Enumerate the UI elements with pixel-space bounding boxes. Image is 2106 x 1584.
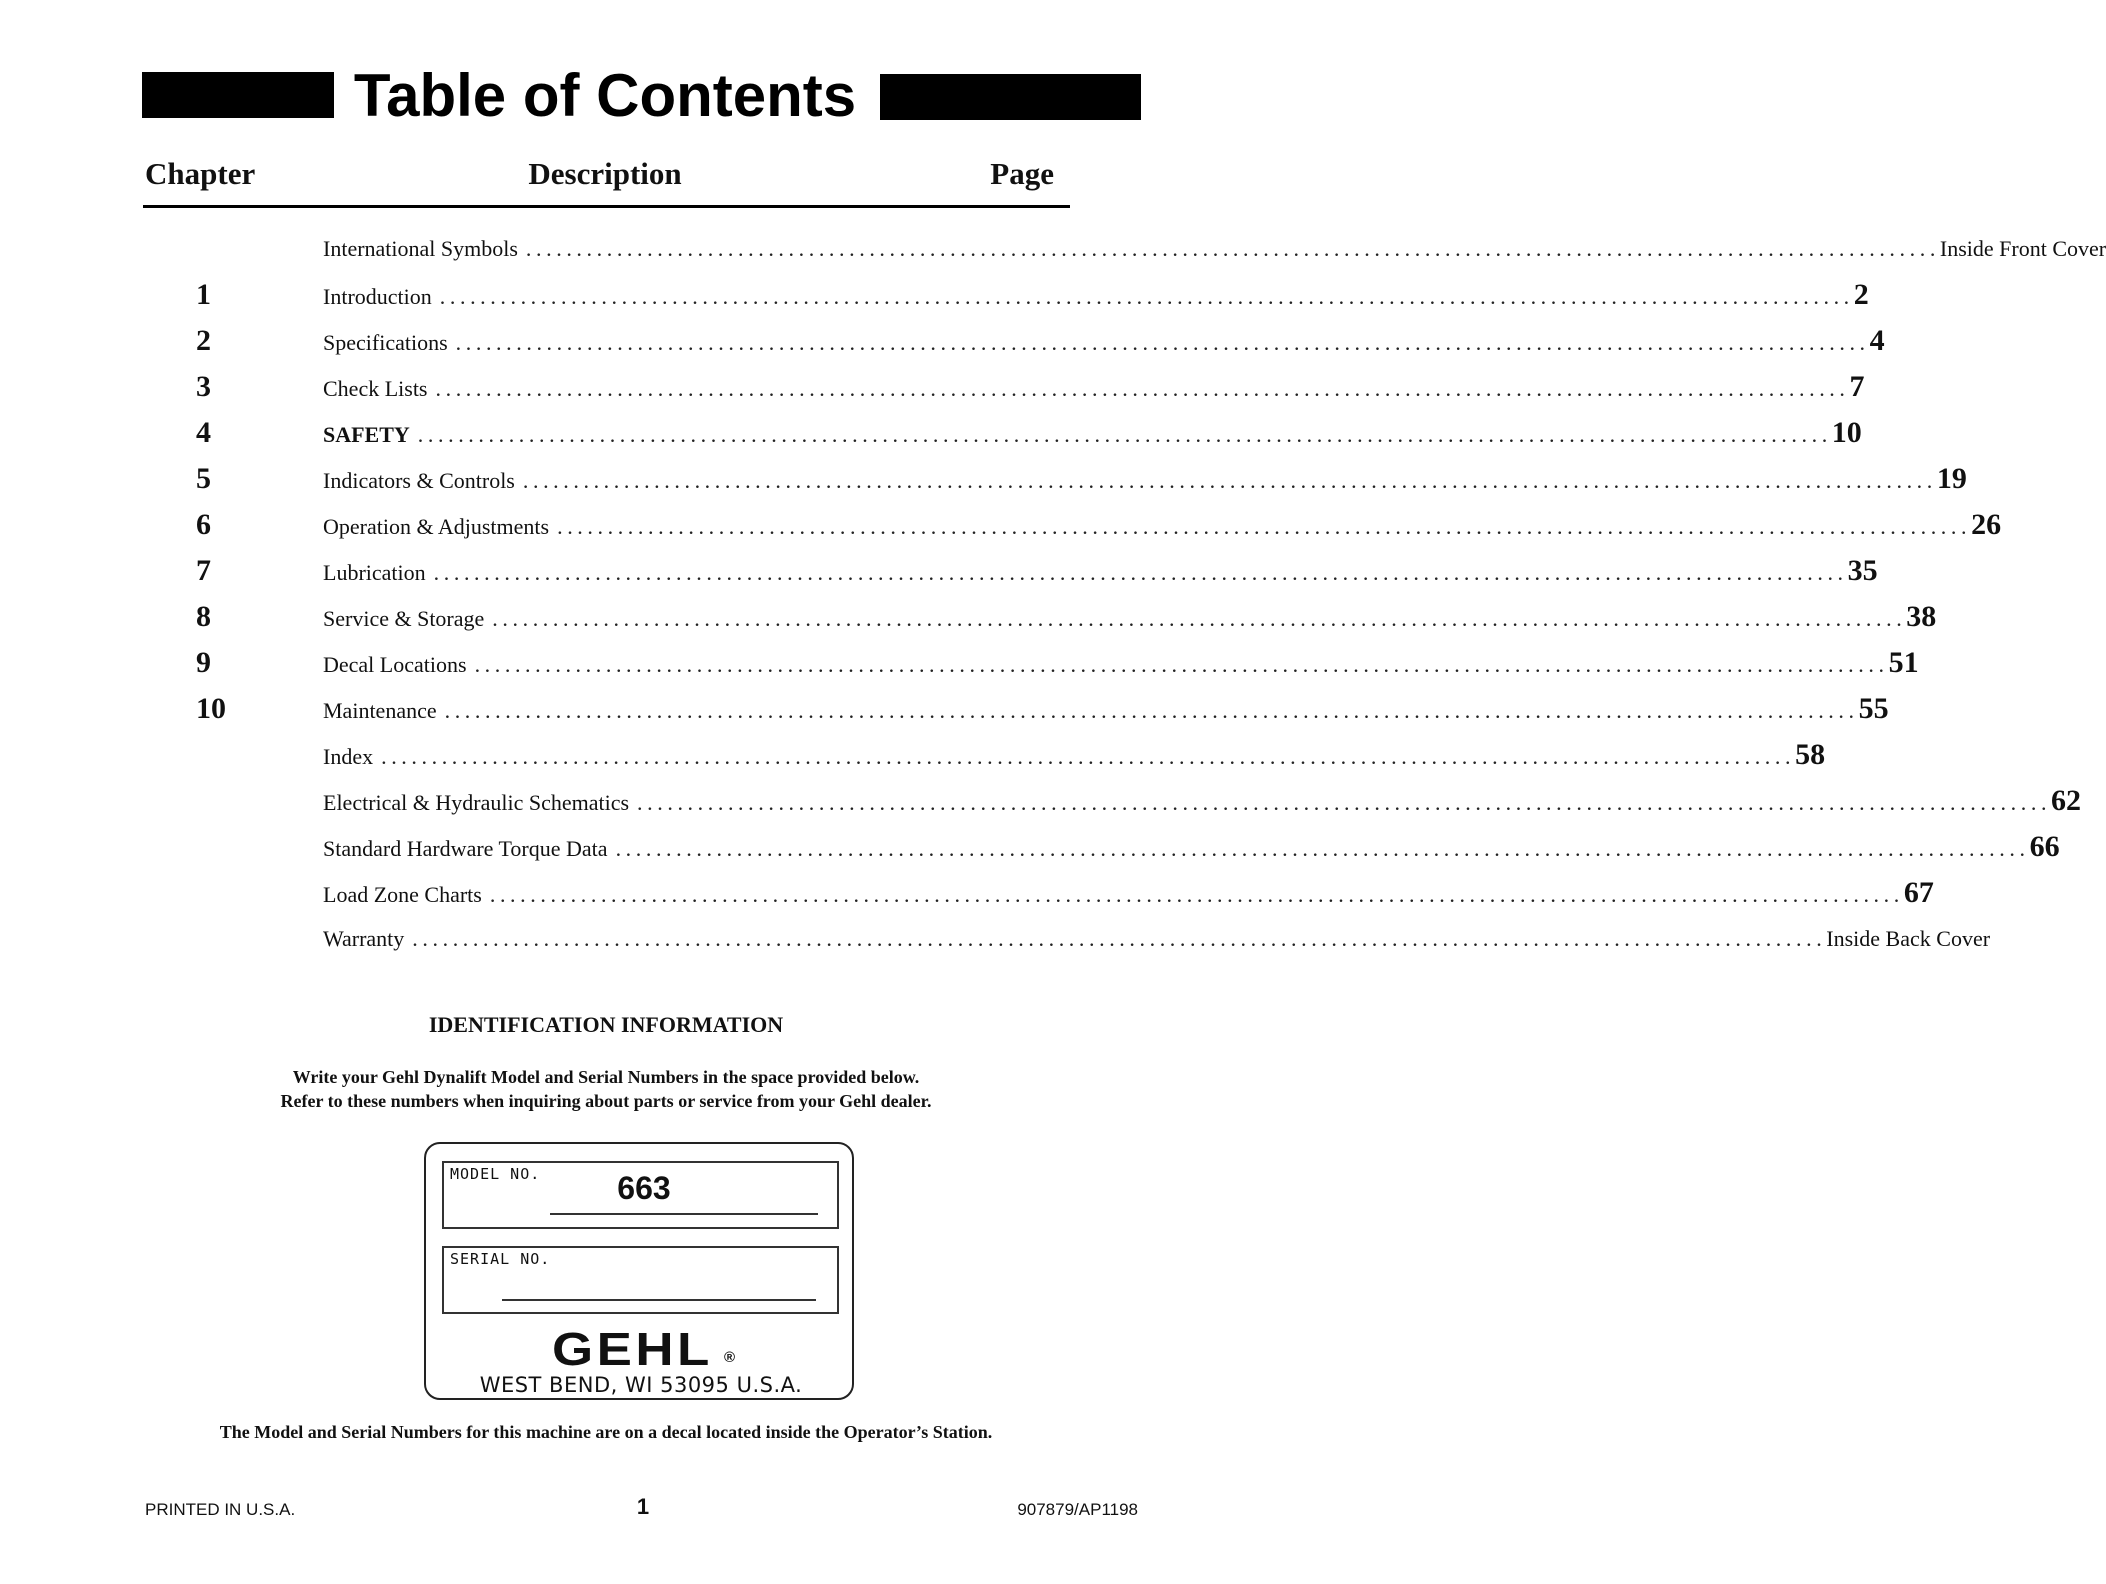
toc-row	[0, 870, 1934, 916]
toc-title: Load Zone Charts	[323, 882, 482, 907]
model-number-label: MODEL NO.	[450, 1165, 541, 1183]
toc-leader-dots: ............................................................................................................................................	[525, 236, 1940, 261]
toc-chapter-number: 2	[196, 324, 211, 357]
toc-leader-dots: ............................................................................................................................................	[615, 836, 2030, 861]
title-bar-left	[142, 72, 334, 118]
title-bar-right	[880, 74, 1141, 120]
toc-entry	[323, 226, 2106, 272]
toc-row	[0, 778, 2082, 824]
toc-row	[0, 226, 2106, 272]
description-column-header: Description	[528, 156, 682, 191]
toc-entry	[323, 778, 2082, 824]
toc-entry	[323, 548, 1878, 594]
toc-page-number: Inside Front Cover	[1939, 236, 2106, 261]
toc-chapter-number: 1	[196, 278, 211, 311]
toc-leader-dots: ............................................................................................................................................	[557, 514, 1972, 539]
toc-leader-dots: ............................................................................................................................................	[435, 376, 1850, 401]
toc-leader-dots: ............................................................................................................................................	[637, 790, 2052, 815]
toc-page-number: 38	[1906, 600, 1937, 633]
page-title: Table of Contents	[353, 62, 857, 129]
toc-entry	[323, 594, 1937, 640]
toc-row	[0, 502, 2002, 548]
header-rule	[143, 205, 1070, 208]
footer-document-code: 907879/AP1198	[1017, 1500, 1138, 1519]
toc-page-number: 35	[1847, 554, 1878, 587]
serial-number-label: SERIAL NO.	[450, 1250, 551, 1268]
toc-row	[0, 732, 1826, 778]
page-column-header: Page	[990, 156, 1054, 191]
identification-instruction-2: Refer to these numbers when inquiring about parts or service from your Gehl dealer.	[280, 1091, 932, 1111]
registered-mark: ®	[724, 1349, 736, 1366]
toc-row	[0, 548, 1878, 594]
toc-page-number: 26	[1971, 508, 2002, 541]
toc-leader-dots: ............................................................................................................................................	[412, 926, 1827, 951]
toc-title: Lubrication	[323, 560, 426, 585]
toc-page-number: 51	[1888, 646, 1919, 679]
decal-location-note: The Model and Serial Numbers for this machine are on a decal located inside the Operator’s Station.	[219, 1422, 993, 1442]
toc-entry	[323, 916, 1991, 962]
toc-row	[0, 410, 1862, 456]
toc-title: Introduction	[323, 284, 432, 309]
toc-row	[0, 594, 1937, 640]
toc-entry	[323, 456, 1967, 502]
chapter-column-header: Chapter	[145, 156, 256, 191]
toc-chapter-number: 9	[196, 646, 211, 679]
toc-title: Indicators & Controls	[323, 468, 515, 493]
toc-title: International Symbols	[323, 236, 518, 261]
toc-leader-dots: ............................................................................................................................................	[492, 606, 1907, 631]
gehl-logo: GEHL	[552, 1323, 713, 1375]
toc-title: Index	[323, 744, 374, 769]
toc-entry	[323, 272, 1869, 318]
toc-chapter-number: 4	[196, 416, 211, 449]
identification-heading: IDENTIFICATION INFORMATION	[428, 1012, 784, 1037]
toc-leader-dots: ............................................................................................................................................	[417, 422, 1832, 447]
toc-row	[0, 364, 1865, 410]
toc-page-number: 4	[1869, 324, 1885, 357]
plate-address: WEST BEND, WI 53095 U.S.A.	[479, 1373, 803, 1397]
toc-title: Standard Hardware Torque Data	[323, 836, 608, 861]
toc-chapter-number: 3	[196, 370, 211, 403]
footer-page-number: 1	[636, 1494, 650, 1519]
serial-plate	[424, 1142, 854, 1400]
toc-row	[0, 272, 1869, 318]
toc-title: Warranty	[323, 926, 405, 951]
toc-row	[0, 916, 1991, 962]
toc-title: Electrical & Hydraulic Schematics	[323, 790, 630, 815]
toc-chapter-number: 8	[196, 600, 211, 633]
toc-leader-dots: ............................................................................................................................................	[439, 284, 1854, 309]
toc-page-number: 7	[1849, 370, 1865, 403]
toc-leader-dots: ............................................................................................................................................	[474, 652, 1889, 677]
toc-row	[0, 318, 1885, 364]
toc-entry	[323, 318, 1885, 364]
toc-title: Service & Storage	[323, 606, 485, 631]
toc-entry	[323, 640, 1919, 686]
toc-page-number: 58	[1795, 738, 1826, 771]
toc-page-number: 67	[1903, 876, 1934, 909]
toc-leader-dots: ............................................................................................................................................	[522, 468, 1937, 493]
toc-title: Operation & Adjustments	[323, 514, 550, 539]
toc-page-number: 62	[2051, 784, 2082, 817]
toc-leader-dots: ............................................................................................................................................	[444, 698, 1859, 723]
toc-title: Maintenance	[323, 698, 437, 723]
toc-title: SAFETY	[323, 422, 410, 447]
toc-entry	[323, 502, 2002, 548]
serial-number-line	[502, 1299, 816, 1301]
footer-printed-in: PRINTED IN U.S.A.	[145, 1500, 296, 1519]
toc-leader-dots: ............................................................................................................................................	[381, 744, 1796, 769]
identification-instruction-1: Write your Gehl Dynalift Model and Serial Numbers in the space provided below.	[292, 1067, 920, 1087]
toc-entry	[323, 870, 1934, 916]
serial-number-box	[442, 1246, 839, 1314]
toc-leader-dots: ............................................................................................................................................	[489, 882, 1904, 907]
toc-row	[0, 456, 1967, 502]
toc-page-number: Inside Back Cover	[1826, 926, 1991, 951]
toc-entry	[323, 410, 1862, 456]
toc-row	[0, 640, 1919, 686]
model-number-box	[442, 1161, 839, 1229]
toc-page-number: 19	[1936, 462, 1967, 495]
toc-title: Check Lists	[323, 376, 428, 401]
toc-title: Decal Locations	[323, 652, 467, 677]
toc-page-number: 2	[1853, 278, 1869, 311]
toc-page-number: 10	[1831, 416, 1862, 449]
toc-page-number: 55	[1858, 692, 1889, 725]
model-number-line	[550, 1213, 818, 1215]
toc-row	[0, 824, 2060, 870]
toc-entry	[323, 364, 1865, 410]
toc-entry	[323, 732, 1826, 778]
toc-chapter-number: 7	[196, 554, 211, 587]
model-number-value: 663	[617, 1170, 671, 1206]
toc-row	[0, 686, 1889, 732]
toc-page-number: 66	[2029, 830, 2060, 863]
toc-entry	[323, 686, 1889, 732]
toc-leader-dots: ............................................................................................................................................	[455, 330, 1870, 355]
toc-title: Specifications	[323, 330, 448, 355]
toc-leader-dots: ............................................................................................................................................	[433, 560, 1848, 585]
toc-entry	[323, 824, 2060, 870]
toc-chapter-number: 6	[196, 508, 211, 541]
toc-chapter-number: 5	[196, 462, 211, 495]
toc-chapter-number: 10	[196, 692, 226, 725]
